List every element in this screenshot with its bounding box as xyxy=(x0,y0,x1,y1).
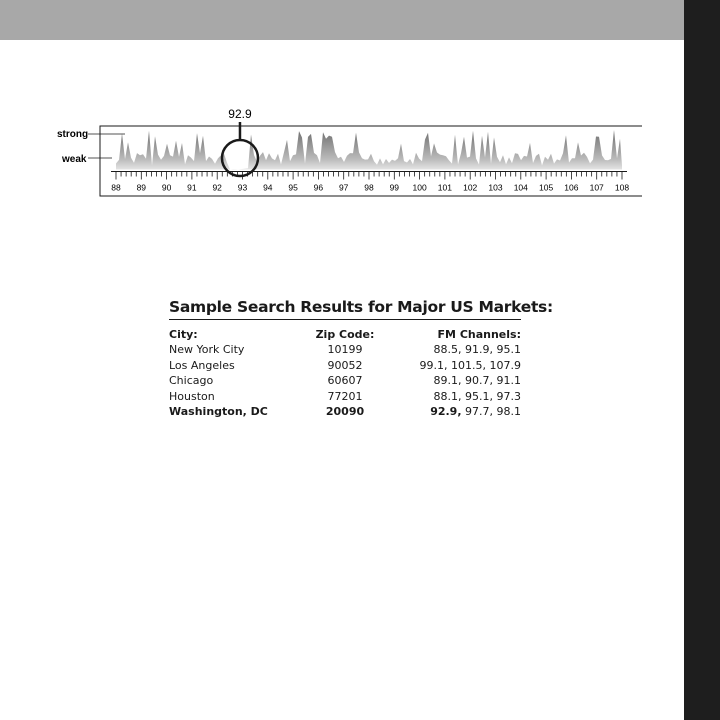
row-fm-rest: 97.7, 98.1 xyxy=(461,405,521,418)
axis-tick-label: 107 xyxy=(589,182,604,193)
axis-tick-label: 89 xyxy=(136,182,147,193)
row-city: Houston xyxy=(169,389,215,403)
header-fm: FM Channels: xyxy=(437,328,521,341)
table-row xyxy=(169,389,521,405)
axis-tick-label: 99 xyxy=(389,182,400,193)
row-city: Los Angeles xyxy=(169,358,235,372)
row-fm: 89.1, 90.7, 91.1 xyxy=(433,374,521,387)
weak-label: weak xyxy=(62,154,87,165)
axis-tick-label: 103 xyxy=(488,182,503,193)
row-city: Chicago xyxy=(169,374,214,387)
signal-strength-graph xyxy=(52,100,642,200)
header-band xyxy=(0,0,684,40)
axis-tick-label: 96 xyxy=(313,182,324,193)
axis-tick-label: 97 xyxy=(338,182,349,193)
axis-tick-label: 93 xyxy=(237,182,248,193)
sample-search-results xyxy=(169,298,553,420)
signal-waveform xyxy=(116,130,622,170)
axis-tick-label: 95 xyxy=(288,182,298,193)
row-fm-highlight: 92.9, xyxy=(430,405,462,418)
axis-tick-label: 100 xyxy=(412,182,427,193)
table-header-row xyxy=(169,327,521,342)
frequency-ticks xyxy=(116,172,622,180)
strong-label: strong xyxy=(57,129,89,140)
axis-tick-label: 94 xyxy=(263,182,273,193)
axis-tick-label: 92 xyxy=(212,182,222,193)
row-zip: 10199 xyxy=(327,343,363,356)
row-city: Washington, DC xyxy=(169,405,268,418)
row-fm xyxy=(381,404,521,420)
table-row-highlighted xyxy=(169,404,521,420)
row-fm: 99.1, 101.5, 107.9 xyxy=(419,358,521,372)
header-city: City: xyxy=(169,328,198,341)
axis-tick-label: 108 xyxy=(614,182,630,193)
table-row xyxy=(169,358,521,374)
row-zip: 20090 xyxy=(325,405,365,418)
axis-tick-label: 106 xyxy=(564,182,579,193)
table-row xyxy=(169,342,521,358)
axis-tick-label: 101 xyxy=(437,182,452,193)
results-title: Sample Search Results for Major US Markets: xyxy=(169,298,521,320)
results-table xyxy=(169,327,521,420)
highlight-frequency-label: 92.9 xyxy=(228,107,252,121)
row-city: New York City xyxy=(169,343,245,356)
table-row xyxy=(169,373,521,389)
row-zip: 77201 xyxy=(327,389,363,403)
header-zip: Zip Code: xyxy=(315,328,375,341)
row-fm: 88.5, 91.9, 95.1 xyxy=(433,343,521,356)
row-zip: 90052 xyxy=(327,358,363,372)
axis-tick-label: 98 xyxy=(364,182,374,193)
axis-tick-label: 102 xyxy=(463,182,478,193)
row-fm: 88.1, 95.1, 97.3 xyxy=(433,389,521,403)
axis-tick-label: 105 xyxy=(539,182,554,193)
frequency-tick-labels xyxy=(111,183,629,193)
axis-tick-label: 91 xyxy=(187,182,197,193)
axis-tick-label: 88 xyxy=(111,182,121,193)
row-zip: 60607 xyxy=(327,374,363,387)
side-tab-band xyxy=(684,0,720,720)
axis-tick-label: 90 xyxy=(161,182,172,193)
axis-tick-label: 104 xyxy=(513,182,528,193)
signal-graph-svg xyxy=(52,100,642,200)
